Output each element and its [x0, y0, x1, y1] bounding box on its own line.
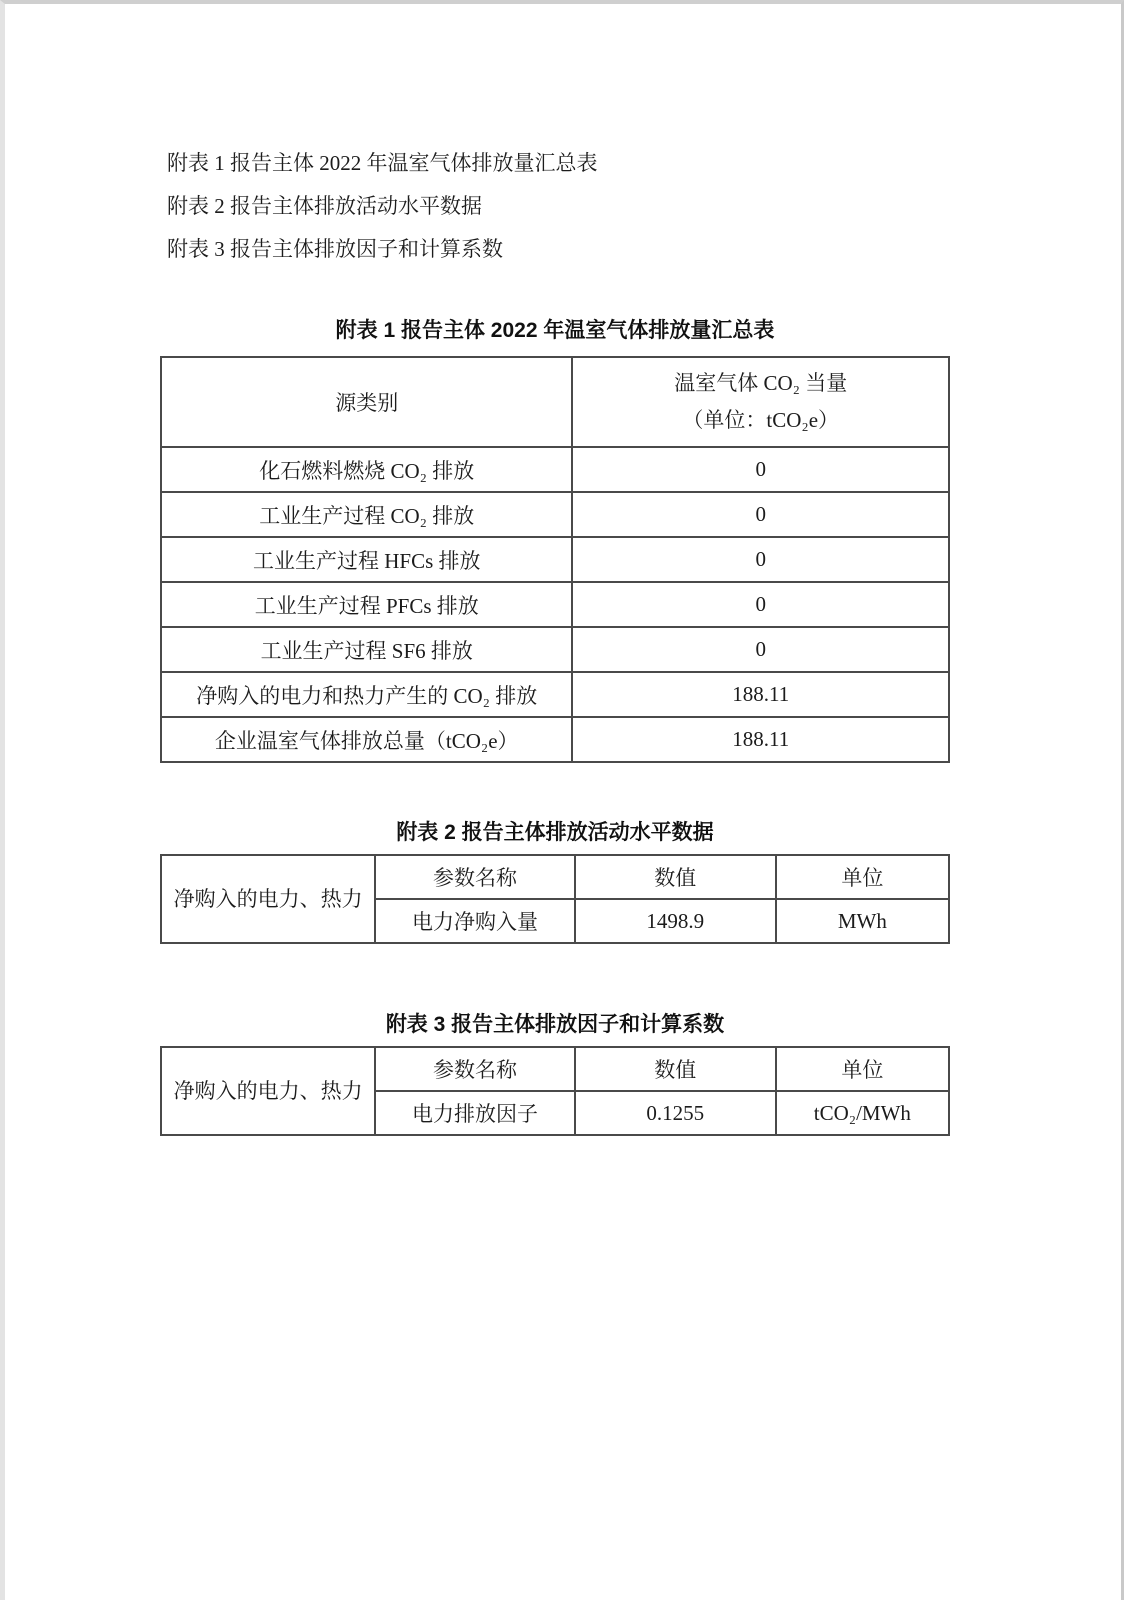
row-source-label: 化石燃料燃烧 CO₂ 排放: [161, 447, 572, 492]
header-unit: 单位: [776, 855, 949, 899]
row-source-label: 工业生产过程 HFCs 排放: [161, 537, 572, 582]
appendix-table-list: [167, 142, 598, 271]
row-value: 1498.9: [575, 899, 776, 943]
table-row: [161, 717, 949, 762]
table-row: [161, 447, 949, 492]
row-source-label: 工业生产过程 PFCs 排放: [161, 582, 572, 627]
table2-title: 附表 2 报告主体排放活动水平数据: [396, 821, 714, 844]
table1-title: 附表 1 报告主体 2022 年温室气体排放量汇总表: [335, 319, 775, 342]
toc-item-1: 附表 1 报告主体 2022 年温室气体排放量汇总表: [167, 151, 598, 175]
header-value: 数值: [575, 1047, 776, 1091]
row-value: 0: [572, 537, 949, 582]
row-value: 0: [572, 582, 949, 627]
header-parameter-name: 参数名称: [375, 855, 575, 899]
emissions-summary-table: [160, 356, 950, 763]
row-source-label: 净购入的电力和热力产生的 CO₂ 排放: [161, 672, 572, 717]
toc-item-3: 附表 3 报告主体排放因子和计算系数: [167, 237, 503, 261]
row-unit: tCO₂/MWh: [776, 1091, 949, 1135]
table3-title: 附表 3 报告主体排放因子和计算系数: [385, 1013, 725, 1036]
header-parameter-name: 参数名称: [375, 1047, 575, 1091]
row-value: 0: [572, 447, 949, 492]
header-value: 数值: [575, 855, 776, 899]
row-parameter-name: 电力净购入量: [375, 899, 575, 943]
table-header-row: [161, 1047, 949, 1091]
row-parameter-name: 电力排放因子: [375, 1091, 575, 1135]
row-value: 0.1255: [575, 1091, 776, 1135]
row-source-label: 工业生产过程 SF6 排放: [161, 627, 572, 672]
category-cell: 净购入的电力、热力: [161, 855, 375, 943]
toc-item-2: 附表 2 报告主体排放活动水平数据: [167, 194, 482, 218]
header-co2-equivalent: [572, 357, 949, 447]
header-co2-equivalent-line1: 温室气体 CO₂ 当量: [674, 371, 848, 395]
header-source-category: 源类别: [161, 357, 572, 447]
table-row: [161, 672, 949, 717]
category-cell: 净购入的电力、热力: [161, 1047, 375, 1135]
row-source-label: 企业温室气体排放总量（tCO₂e）: [161, 717, 572, 762]
emission-factor-table: [160, 1046, 950, 1136]
row-value: 0: [572, 627, 949, 672]
table-row: [161, 492, 949, 537]
table-row: [161, 582, 949, 627]
row-value: 188.11: [572, 672, 949, 717]
table-row: [161, 537, 949, 582]
row-unit: MWh: [776, 899, 949, 943]
table-header-row: [161, 855, 949, 899]
header-unit: 单位: [776, 1047, 949, 1091]
row-value: 188.11: [572, 717, 949, 762]
table-row: [161, 627, 949, 672]
header-co2-equivalent-line2: （单位：tCO₂e）: [682, 408, 840, 432]
activity-level-table: [160, 854, 950, 944]
table-header-row: [161, 357, 949, 447]
row-value: 0: [572, 492, 949, 537]
row-source-label: 工业生产过程 CO₂ 排放: [161, 492, 572, 537]
